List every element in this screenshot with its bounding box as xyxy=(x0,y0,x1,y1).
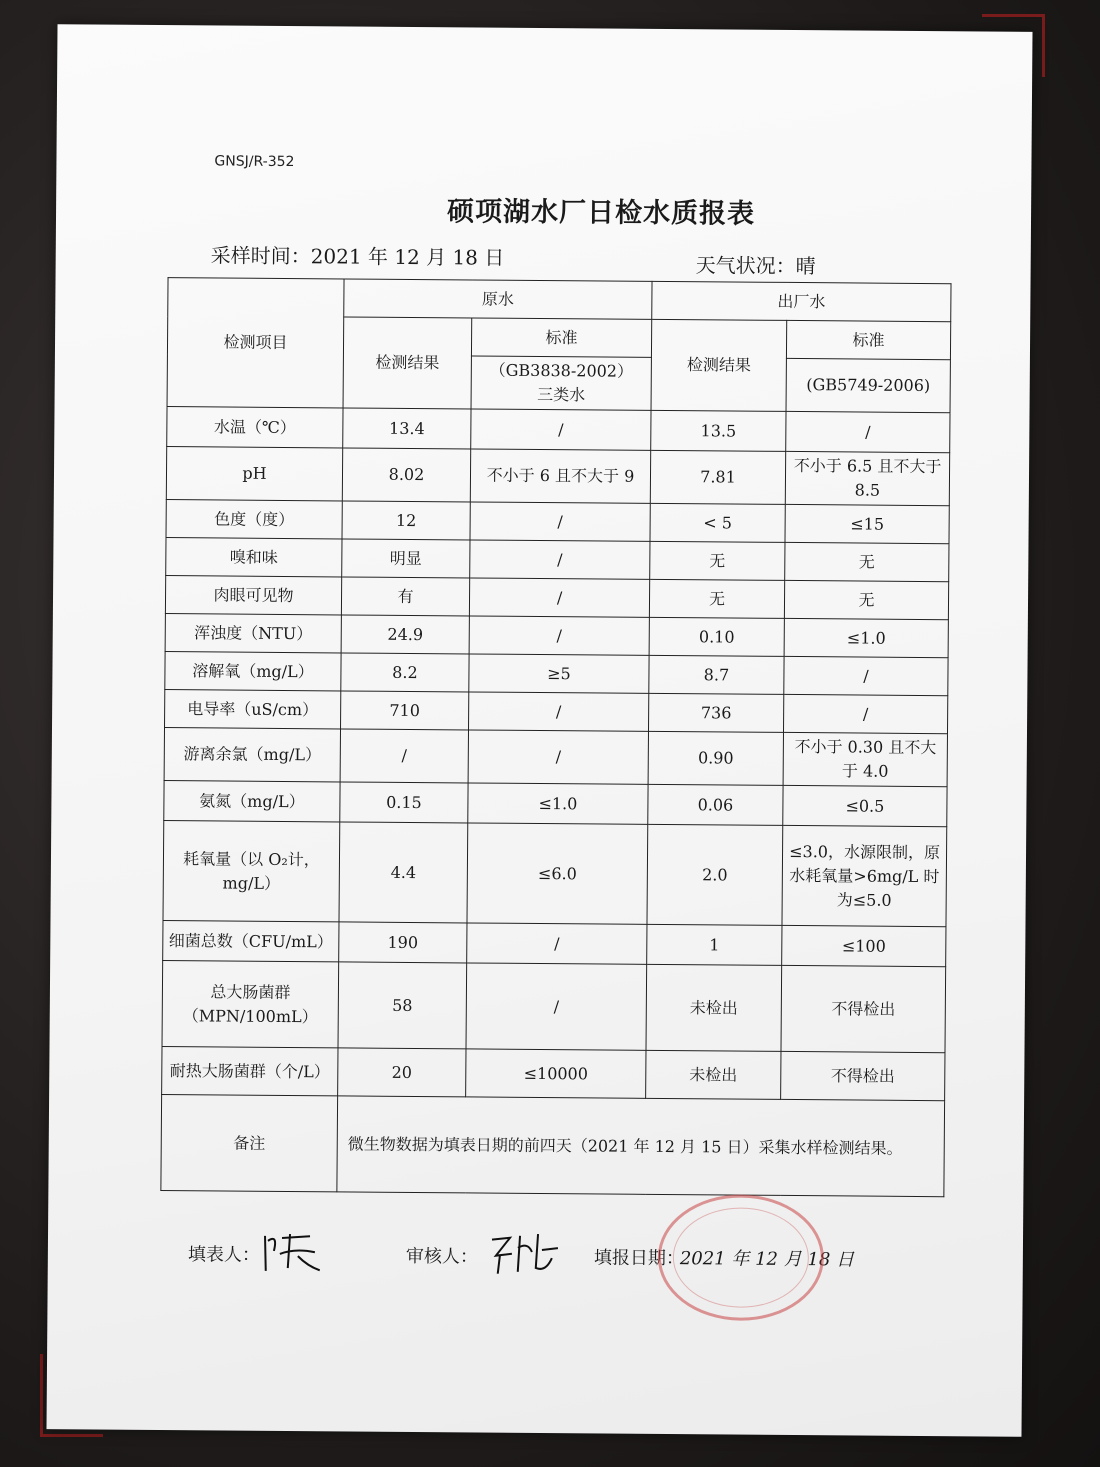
header-out-result: 检测结果 xyxy=(651,319,787,411)
out-standard-cell: ≤3.0，水源限制，原水耗氧量>6mg/L 时为≤5.0 xyxy=(782,825,947,926)
out-result-cell: 0.90 xyxy=(648,731,783,785)
table-row xyxy=(165,690,948,734)
table-row xyxy=(166,500,949,544)
water-quality-table xyxy=(160,277,951,1197)
item-name-cell: 耐热大肠菌群（个/L） xyxy=(162,1047,338,1096)
raw-std-class: 三类水 xyxy=(537,384,586,405)
out-result-cell: 未检出 xyxy=(646,964,782,1051)
out-result-cell: 8.7 xyxy=(649,655,784,694)
item-name-cell: 浑浊度（NTU） xyxy=(165,614,341,653)
item-name-cell: 耗氧量（以 O₂计，mg/L） xyxy=(163,821,340,922)
raw-standard-cell: 不小于 6 且不大于 9 xyxy=(470,449,650,503)
out-standard-cell: ≤1.0 xyxy=(784,618,948,657)
raw-result-cell: 24.9 xyxy=(341,615,469,654)
out-standard-cell: 无 xyxy=(785,542,949,581)
item-name-cell: 细菌总数（CFU/mL） xyxy=(163,921,339,962)
paper-sheet xyxy=(46,24,1032,1437)
sample-time xyxy=(211,239,505,270)
out-result-cell: 13.5 xyxy=(651,410,786,451)
header-raw-result: 检测结果 xyxy=(343,317,472,409)
raw-result-cell: 13.4 xyxy=(343,408,471,449)
item-name-cell: 水温（℃） xyxy=(167,407,343,448)
item-name-cell: 肉眼可见物 xyxy=(165,576,341,615)
item-name-cell: 色度（度） xyxy=(166,500,342,539)
raw-result-cell: 8.2 xyxy=(341,653,469,692)
table-row xyxy=(167,407,950,453)
reviewer-label: 审核人： xyxy=(405,1245,478,1268)
raw-standard-cell: ≥5 xyxy=(469,654,649,693)
raw-result-cell: 4.4 xyxy=(339,822,468,923)
raw-result-cell: 明显 xyxy=(342,539,470,578)
out-standard-cell: ≤100 xyxy=(782,925,946,966)
raw-standard-cell: / xyxy=(471,409,651,450)
page-title: 硕项湖水厂日检水质报表 xyxy=(446,196,756,230)
raw-result-cell: 190 xyxy=(339,922,467,963)
out-standard-cell: 不小于 0.30 且不大于 4.0 xyxy=(783,732,947,786)
weather-label: 天气状况： xyxy=(695,253,796,278)
doc-code: GNSJ/R-352 xyxy=(214,153,295,171)
out-result-cell: 2.0 xyxy=(647,824,783,925)
table-row xyxy=(166,447,949,506)
table-row xyxy=(162,1047,945,1101)
note-text: 微生物数据为填表日期的前四天（2021 年 12 月 15 日）采集水样检测结果。 xyxy=(337,1096,945,1197)
raw-standard-cell: ≤6.0 xyxy=(467,823,648,924)
raw-result-cell: 20 xyxy=(338,1048,466,1097)
raw-standard-cell: / xyxy=(468,730,648,784)
raw-result-cell: / xyxy=(340,729,468,783)
out-result-cell: < 5 xyxy=(650,503,785,542)
raw-result-cell: 0.15 xyxy=(340,782,468,823)
raw-standard-cell: / xyxy=(467,923,647,964)
item-name-cell: 氨氮（mg/L） xyxy=(164,781,340,822)
table-row xyxy=(163,921,946,967)
raw-standard-cell: / xyxy=(470,540,650,579)
out-standard-cell: / xyxy=(784,694,948,733)
official-stamp xyxy=(657,1194,824,1321)
out-standard-cell: ≤0.5 xyxy=(783,785,947,826)
date-value: 2021 年 12 月 18 日 xyxy=(679,1248,855,1271)
out-standard-cell: ≤15 xyxy=(785,504,949,543)
raw-result-cell: 有 xyxy=(341,577,469,616)
header-out-standard: 标准 xyxy=(786,320,950,359)
note-row xyxy=(161,1095,945,1197)
table-row xyxy=(164,781,947,827)
raw-result-cell: 8.02 xyxy=(342,448,470,502)
raw-standard-cell: / xyxy=(466,963,647,1050)
out-standard-cell: 无 xyxy=(784,580,948,619)
table-row xyxy=(162,961,946,1053)
sample-time-label: 采样时间： xyxy=(210,243,311,269)
item-name-cell: 溶解氧（mg/L） xyxy=(165,652,341,691)
filler-label: 填表人： xyxy=(187,1244,260,1266)
out-result-cell: 无 xyxy=(649,579,784,618)
header-out-water: 出厂水 xyxy=(652,281,951,321)
out-result-cell: 1 xyxy=(647,924,782,965)
sample-time-value: 2021 年 12 月 18 日 xyxy=(310,244,505,270)
item-name-cell: 总大肠菌群（MPN/100mL） xyxy=(162,961,339,1048)
header-out-std-ref: (GB5749-2006) xyxy=(786,358,950,412)
date-label: 填报日期： xyxy=(593,1247,684,1270)
table-row xyxy=(166,538,949,582)
raw-result-cell: 12 xyxy=(342,501,470,540)
header-item: 检测项目 xyxy=(167,278,344,408)
out-standard-cell: 不得检出 xyxy=(781,965,946,1052)
raw-standard-cell: ≤10000 xyxy=(466,1049,646,1098)
out-standard-cell: / xyxy=(786,411,950,452)
raw-standard-cell: / xyxy=(470,502,650,541)
out-standard-cell: / xyxy=(784,656,948,695)
table-row xyxy=(163,821,947,927)
item-name-cell: 嗅和味 xyxy=(166,538,342,577)
table-row xyxy=(165,614,948,658)
header-raw-std-ref xyxy=(471,356,651,410)
weather xyxy=(696,249,816,279)
reviewer-signature xyxy=(486,1228,566,1279)
raw-standard-cell: ≤1.0 xyxy=(468,783,648,824)
raw-standard-cell: / xyxy=(469,616,649,655)
out-result-cell: 736 xyxy=(649,693,784,732)
weather-value: 晴 xyxy=(795,253,816,279)
out-result-cell: 7.81 xyxy=(650,450,785,504)
item-name-cell: pH xyxy=(166,447,342,501)
out-result-cell: 未检出 xyxy=(646,1050,781,1099)
out-result-cell: 无 xyxy=(650,541,785,580)
header-raw-standard: 标准 xyxy=(471,318,651,357)
table-row xyxy=(165,652,948,696)
header-raw-water: 原水 xyxy=(344,279,652,319)
out-standard-cell: 不得检出 xyxy=(781,1051,945,1100)
note-label: 备注 xyxy=(161,1095,338,1192)
raw-standard-cell: / xyxy=(469,692,649,731)
out-standard-cell: 不小于 6.5 且不大于 8.5 xyxy=(785,451,949,505)
raw-result-cell: 58 xyxy=(338,962,467,1049)
raw-result-cell: 710 xyxy=(341,691,469,730)
table-row xyxy=(164,728,947,787)
header-row-1 xyxy=(168,278,951,322)
table-row xyxy=(165,576,948,620)
item-name-cell: 电导率（uS/cm） xyxy=(165,690,341,729)
raw-standard-cell: / xyxy=(469,578,649,617)
out-result-cell: 0.06 xyxy=(648,784,783,825)
filler-signature xyxy=(260,1226,330,1277)
raw-std-ref: （GB3838-2002） xyxy=(489,360,634,381)
item-name-cell: 游离余氯（mg/L） xyxy=(164,728,340,782)
out-result-cell: 0.10 xyxy=(649,617,784,656)
